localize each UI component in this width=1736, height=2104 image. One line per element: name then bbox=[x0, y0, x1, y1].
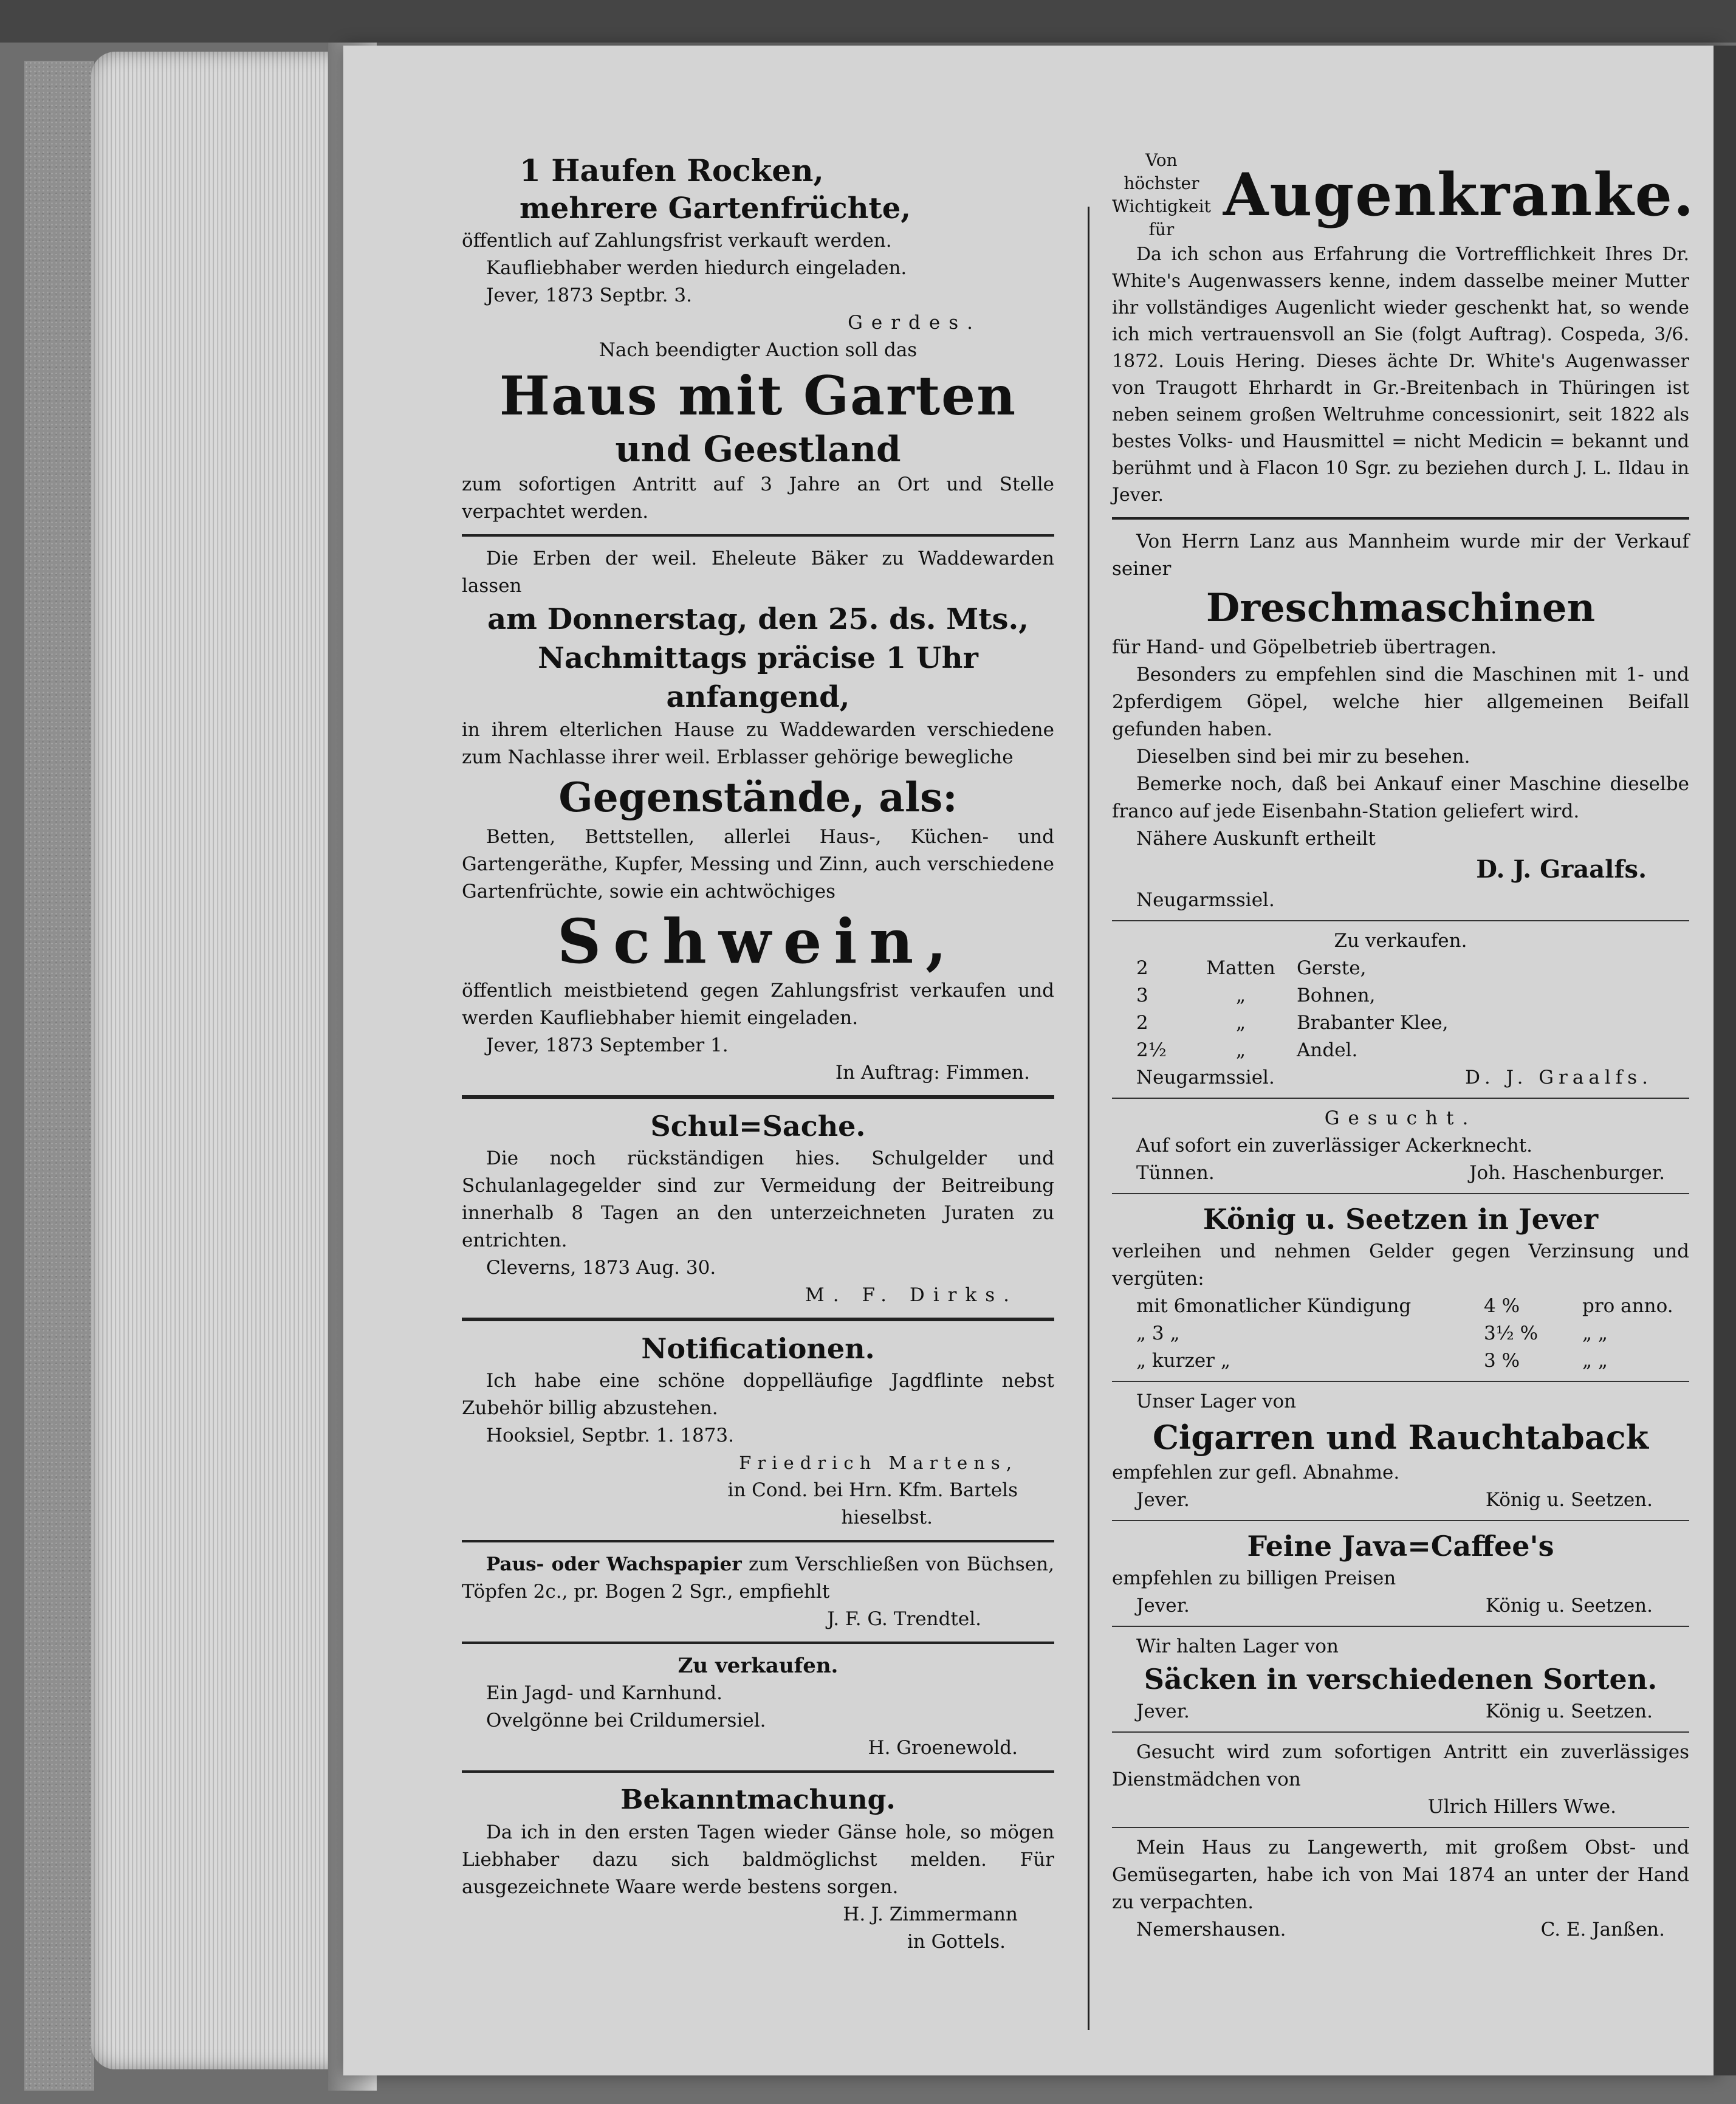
ad-notificationen bbox=[462, 1330, 1054, 1532]
ad-separator bbox=[462, 1642, 1054, 1644]
ad-title: Schul=Sache. bbox=[650, 1110, 866, 1143]
ad-separator bbox=[1112, 517, 1689, 520]
sale-unit: „ bbox=[1235, 985, 1246, 1006]
ad-schul-sache bbox=[462, 1107, 1054, 1309]
ad-title: Cigarren und Rauchtaback bbox=[1152, 1418, 1649, 1457]
ad-place: Nemershausen. bbox=[1136, 1919, 1286, 1941]
interest-term: mit 6monatlicher Kündigung bbox=[1136, 1295, 1412, 1317]
ad-place: Neugarmssiel. bbox=[1136, 889, 1275, 911]
ad-signature: C. E. Janßen. bbox=[1540, 1919, 1665, 1941]
ad-body: zum Verschließen von Büchsen, Töpfen 2c., pr. Bogen 2 Sgr., empfiehlt bbox=[462, 1553, 1054, 1603]
ad-body: Auf sofort ein zuverlässiger Ackerknecht. bbox=[1136, 1135, 1532, 1157]
ad-line: öffentlich auf Zahlungsfrist verkauft werden. bbox=[462, 230, 892, 252]
ad-separator bbox=[462, 1318, 1054, 1321]
sale-item: Brabanter Klee, bbox=[1297, 1012, 1449, 1034]
interest-term: „ 3 „ bbox=[1136, 1322, 1180, 1344]
ad-footer bbox=[1112, 1592, 1689, 1620]
interest-period: pro anno. bbox=[1582, 1295, 1673, 1317]
ad-signature: M. F. Dirks. bbox=[805, 1284, 1018, 1306]
ad-title: König u. Seetzen in Jever bbox=[1203, 1203, 1599, 1236]
ad-body: empfehlen zur gefl. Abnahme. bbox=[1112, 1462, 1400, 1483]
sale-qty: 2 bbox=[1136, 957, 1148, 979]
interest-rate: 4 % bbox=[1484, 1295, 1520, 1317]
sale-item: Gerste, bbox=[1297, 957, 1367, 979]
ad-place-date: Hooksiel, Septbr. 1. 1873. bbox=[486, 1425, 734, 1446]
ad-separator bbox=[1112, 1381, 1689, 1382]
ad-title: Schwein, bbox=[557, 906, 959, 977]
ad-title: Bekanntmachung. bbox=[620, 1784, 896, 1815]
sale-list bbox=[1112, 955, 1689, 1064]
ad-place: Jever. bbox=[1136, 1700, 1190, 1722]
ad-lead bbox=[1112, 149, 1211, 241]
ad-lead-line: Von höchster bbox=[1124, 150, 1199, 193]
ad-body: Ein Jagd- und Karnhund. bbox=[486, 1682, 722, 1704]
ad-zu-verkaufen bbox=[1112, 927, 1689, 1092]
ad-place: Jever. bbox=[1136, 1489, 1190, 1511]
ad-intro: Die Erben der weil. Eheleute Bäker zu Waddewarden lassen bbox=[462, 548, 1054, 597]
sale-unit: „ bbox=[1235, 1012, 1246, 1034]
interest-row bbox=[1112, 1320, 1689, 1347]
ad-footer bbox=[1112, 1160, 1689, 1187]
interest-table bbox=[1112, 1293, 1689, 1375]
ad-pauspapier bbox=[462, 1551, 1054, 1633]
ad-saecken bbox=[1112, 1633, 1689, 1725]
sale-row bbox=[1112, 982, 1689, 1009]
ad-intro: Nach beendigter Auction soll das bbox=[599, 339, 918, 361]
ad-lead-line: Wichtigkeit bbox=[1112, 196, 1211, 216]
ad-gesucht-ackerknecht bbox=[1112, 1105, 1689, 1187]
ad-title: Säcken in verschiedenen Sorten. bbox=[1144, 1663, 1658, 1696]
ad-body: Dieselben sind bei mir zu besehen. bbox=[1136, 746, 1470, 768]
interest-row bbox=[1112, 1347, 1689, 1375]
ad-signature: König u. Seetzen. bbox=[1485, 1595, 1653, 1617]
right-column bbox=[1112, 103, 1695, 1944]
ad-title: Augenkranke. bbox=[1223, 160, 1695, 229]
ad-line: Jever, 1873 Septbr. 3. bbox=[486, 284, 692, 306]
ad-title: Gegenstände, als: bbox=[558, 774, 958, 821]
ad-info: Nähere Auskunft ertheilt bbox=[1136, 828, 1376, 850]
ad-dreschmaschinen bbox=[1112, 528, 1689, 914]
ad-haus-mit-garten bbox=[462, 337, 1054, 526]
ad-separator bbox=[1112, 920, 1689, 921]
interest-rate: 3 % bbox=[1484, 1350, 1520, 1372]
ad-signature: Gerdes. bbox=[848, 312, 981, 334]
ad-body: zum sofortigen Antritt auf 3 Jahre an Ort und Stelle verpachtet werden. bbox=[462, 473, 1054, 523]
ad-signature: in Gottels. bbox=[907, 1931, 1006, 1953]
ad-body: Besonders zu empfehlen sind die Maschinen mit 1- und 2pferdigem Göpel, welche hier allgemeinen Beifall gefunden haben. bbox=[1112, 664, 1689, 740]
sale-row bbox=[1112, 955, 1689, 982]
ad-footer bbox=[1112, 1487, 1689, 1514]
ad-footer bbox=[1112, 1698, 1689, 1725]
ad-body: Betten, Bettstellen, allerlei Haus-, Küchen- und Gartengeräthe, Kupfer, Messing und Zinn, auch verschiedene Gartenfrüchte, sowie ein achtwöchiges bbox=[462, 826, 1054, 902]
ad-separator bbox=[462, 534, 1054, 537]
ad-bekanntmachung bbox=[462, 1781, 1054, 1956]
interest-term: „ kurzer „ bbox=[1136, 1350, 1230, 1372]
sale-qty: 2 bbox=[1136, 1012, 1148, 1034]
ad-line: Kaufliebhaber werden hiedurch eingeladen. bbox=[486, 257, 907, 279]
sale-qty: 3 bbox=[1136, 985, 1148, 1006]
ad-haus-langewerth bbox=[1112, 1834, 1689, 1944]
ad-highlight: Paus- oder Wachspapier bbox=[486, 1553, 742, 1575]
top-shadow bbox=[0, 0, 1736, 43]
ad-koenig-seetzen-gelder bbox=[1112, 1200, 1689, 1375]
ad-body: öffentlich meistbietend gegen Zahlungsfrist verkaufen und werden Kaufliebhaber hiemit eingeladen. bbox=[462, 980, 1054, 1029]
ad-body: Gesucht wird zum sofortigen Antritt ein zuverlässiges Dienstmädchen von bbox=[1112, 1741, 1689, 1790]
interest-period: „ „ bbox=[1582, 1350, 1608, 1372]
ad-line: 1 Haufen Rocken, bbox=[520, 153, 824, 188]
ad-body: empfehlen zu billigen Preisen bbox=[1112, 1567, 1396, 1589]
ad-auction-baeker bbox=[462, 545, 1054, 1087]
right-edge-shadow bbox=[1714, 46, 1736, 2075]
ad-body: Die noch rückständigen hies. Schulgelder und Schulanlagegelder sind zur Vermeidung der Beitreibung innerhalb 8 Tagen an den unterzeichneten Juraten zu entrichten. bbox=[462, 1147, 1054, 1251]
ad-signature: König u. Seetzen. bbox=[1485, 1489, 1653, 1511]
ad-place: Jever. bbox=[1136, 1595, 1190, 1617]
ad-signature: Friedrich Martens, bbox=[739, 1453, 1018, 1473]
ad-separator bbox=[1112, 1098, 1689, 1099]
ad-body: Da ich in den ersten Tagen wieder Gänse hole, so mögen Liebhaber dazu sich baldmöglichst melden. Für ausgezeichnete Waare werde bestens sorgen. bbox=[462, 1821, 1054, 1898]
ad-place: Neugarmssiel. bbox=[1136, 1067, 1275, 1088]
ad-body: Ich habe eine schöne doppelläufige Jagdflinte nebst Zubehör billig abzustehen. bbox=[462, 1370, 1054, 1419]
ad-title: Gesucht. bbox=[1324, 1107, 1477, 1129]
sale-row bbox=[1112, 1037, 1689, 1064]
ad-subtitle: für Hand- und Göpelbetrieb übertragen. bbox=[1112, 636, 1497, 658]
ad-title: Zu verkaufen. bbox=[678, 1654, 839, 1678]
sale-item: Andel. bbox=[1297, 1039, 1358, 1061]
ad-body: Mein Haus zu Langewerth, mit großem Obst- und Gemüsegarten, habe ich von Mai 1874 an unter der Hand zu verpachten. bbox=[1112, 1837, 1689, 1913]
ad-signature: in Cond. bei Hrn. Kfm. Bartels bbox=[727, 1479, 1018, 1501]
ad-signature: König u. Seetzen. bbox=[1485, 1700, 1653, 1722]
ad-separator bbox=[1112, 1193, 1689, 1194]
ad-signature: J. F. G. Trendtel. bbox=[827, 1608, 981, 1630]
ad-header bbox=[1112, 149, 1695, 241]
ad-separator bbox=[462, 1095, 1054, 1099]
ad-time: Nachmittags präcise 1 Uhr bbox=[538, 641, 978, 675]
book-cover-edge bbox=[24, 61, 94, 2091]
ad-dienstmaedchen bbox=[1112, 1739, 1689, 1821]
ad-separator bbox=[1112, 1520, 1689, 1521]
ad-start: anfangend, bbox=[666, 680, 850, 714]
ad-signature: hieselbst. bbox=[841, 1507, 933, 1528]
section-title: Notificationen. bbox=[641, 1332, 875, 1365]
ad-signature: D. J. Graalfs. bbox=[1465, 1067, 1653, 1088]
page-stack-edge bbox=[91, 52, 346, 2069]
ad-cigarren bbox=[1112, 1388, 1689, 1514]
ad-subtitle: und Geestland bbox=[615, 428, 901, 470]
sale-unit: „ bbox=[1235, 1039, 1246, 1061]
ad-title: Feine Java=Caffee's bbox=[1247, 1530, 1554, 1563]
ad-lead-line: für bbox=[1148, 219, 1175, 239]
interest-rate: 3½ % bbox=[1484, 1322, 1539, 1344]
ad-separator bbox=[1112, 1626, 1689, 1627]
ad-signature: H. Groenewold. bbox=[868, 1737, 1018, 1759]
ad-separator bbox=[462, 1770, 1054, 1773]
sale-qty: 2½ bbox=[1136, 1039, 1167, 1061]
ad-signature: H. J. Zimmermann bbox=[843, 1903, 1018, 1925]
ad-place-date: Jever, 1873 September 1. bbox=[486, 1034, 729, 1056]
ad-body: in ihrem elterlichen Hause zu Waddewarden verschiedene zum Nachlasse ihrer weil. Erblasser gehörige bewegliche bbox=[462, 719, 1054, 768]
ad-footer bbox=[1112, 1064, 1689, 1092]
ad-footer bbox=[1112, 1916, 1689, 1944]
ad-title: Zu verkaufen. bbox=[1334, 930, 1467, 952]
ad-title: Dreschmaschinen bbox=[1206, 585, 1596, 631]
ad-signature: In Auftrag: Fimmen. bbox=[835, 1062, 1030, 1084]
ad-intro: Wir halten Lager von bbox=[1136, 1635, 1339, 1657]
ad-signature: Joh. Haschenburger. bbox=[1469, 1162, 1665, 1184]
sale-row bbox=[1112, 1009, 1689, 1037]
ad-separator bbox=[1112, 1827, 1689, 1828]
ad-signature: Ulrich Hillers Wwe. bbox=[1427, 1796, 1616, 1818]
ad-rocken bbox=[462, 152, 1054, 337]
ad-body: Bemerke noch, daß bei Ankauf einer Maschine dieselbe franco auf jede Eisenbahn-Station geliefert wird. bbox=[1112, 773, 1689, 822]
ad-place-date: Cleverns, 1873 Aug. 30. bbox=[486, 1257, 716, 1279]
ad-intro: Von Herrn Lanz aus Mannheim wurde mir der Verkauf seiner bbox=[1112, 531, 1689, 580]
ad-intro: Unser Lager von bbox=[1136, 1391, 1297, 1412]
ad-body: verleihen und nehmen Gelder gegen Verzinsung und vergüten: bbox=[1112, 1240, 1689, 1290]
sale-item: Bohnen, bbox=[1297, 985, 1376, 1006]
column-divider bbox=[1088, 207, 1089, 2030]
ad-signature: D. J. Graalfs. bbox=[1476, 855, 1647, 884]
sale-unit: Matten bbox=[1206, 957, 1275, 979]
ad-place: Tünnen. bbox=[1136, 1162, 1215, 1184]
ad-augenkranke bbox=[1112, 149, 1695, 509]
left-column bbox=[462, 103, 1054, 1956]
interest-period: „ „ bbox=[1582, 1322, 1608, 1344]
ad-date: am Donnerstag, den 25. ds. Mts., bbox=[487, 602, 1029, 636]
ad-java-caffee bbox=[1112, 1527, 1689, 1620]
ad-place: Ovelgönne bei Crildumersiel. bbox=[486, 1710, 766, 1731]
ad-separator bbox=[1112, 1731, 1689, 1733]
interest-row bbox=[1112, 1293, 1689, 1320]
ad-body: Da ich schon aus Erfahrung die Vortrefflichkeit Ihres Dr. White's Augenwassers kenne, indem dasselbe meiner Mutter ihr vollständiges Augenlicht wieder geschenkt hat, so wende ich mich vertrauensvoll an Sie (folgt Auftrag). Cospeda, 3/6. 1872. Louis Hering. Dieses ächte Dr. White's Augenwasser von Traugott Ehrhardt in Gr.-Breitenbach in Thüringen ist neben seinem großen Weltruhme concessionirt, seit 1822 als bestes Volks- und Hausmittel = nicht Medicin = bekannt und berühmt und à Flacon 10 Sgr. zu beziehen durch J. L. Ildau in Jever. bbox=[1112, 244, 1689, 506]
ad-jagdhund bbox=[462, 1652, 1054, 1762]
ad-title: Haus mit Garten bbox=[499, 364, 1017, 427]
ad-separator bbox=[462, 1540, 1054, 1542]
ad-line: mehrere Gartenfrüchte, bbox=[520, 191, 911, 225]
